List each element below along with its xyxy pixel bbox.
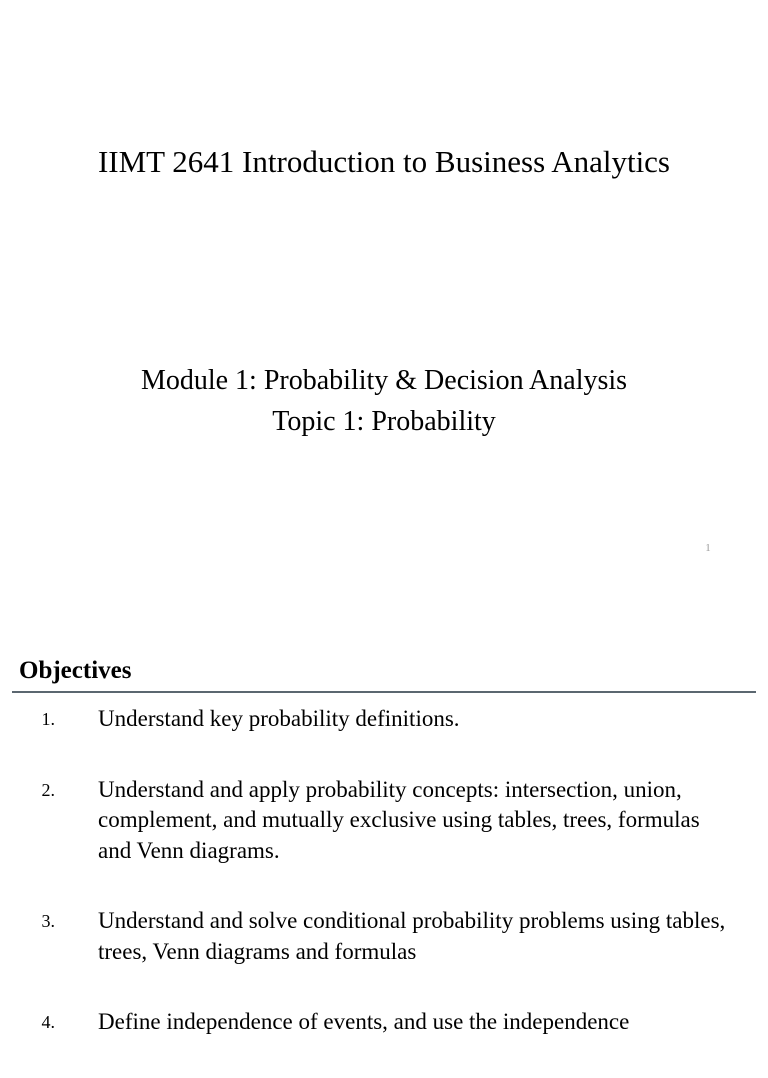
objective-text: Understand and apply probability concepts: intersection, union, complement, and mutually exclusive using tables, trees, formulas and Venn diagrams.: [98, 776, 700, 863]
objective-item: [0, 906, 768, 967]
page-number: 1: [705, 542, 711, 554]
objective-item: [0, 1007, 768, 1038]
topic-title: Topic 1: Probability: [272, 406, 496, 437]
objective-number: 4.: [41, 1012, 55, 1032]
objective-text: Define independence of events, and use the independence: [98, 1009, 630, 1034]
objective-item: [0, 704, 768, 735]
objectives-slide: [0, 630, 768, 1034]
objective-text: Understand key probability definitions.: [98, 706, 460, 731]
objective-item: [0, 775, 768, 867]
objective-text: Understand and solve conditional probability problems using tables, trees, Venn diagrams and formulas: [98, 908, 726, 964]
objectives-list: [0, 704, 768, 1078]
course-title: IIMT 2641 Introduction to Business Analytics: [97, 144, 671, 179]
module-title: Module 1: Probability & Decision Analysis: [140, 365, 628, 396]
objective-number: 1.: [41, 709, 55, 729]
heading-divider: [12, 691, 756, 693]
objective-number: 3.: [41, 911, 55, 931]
objectives-heading: Objectives: [19, 657, 132, 684]
objective-number: 2.: [41, 779, 55, 800]
